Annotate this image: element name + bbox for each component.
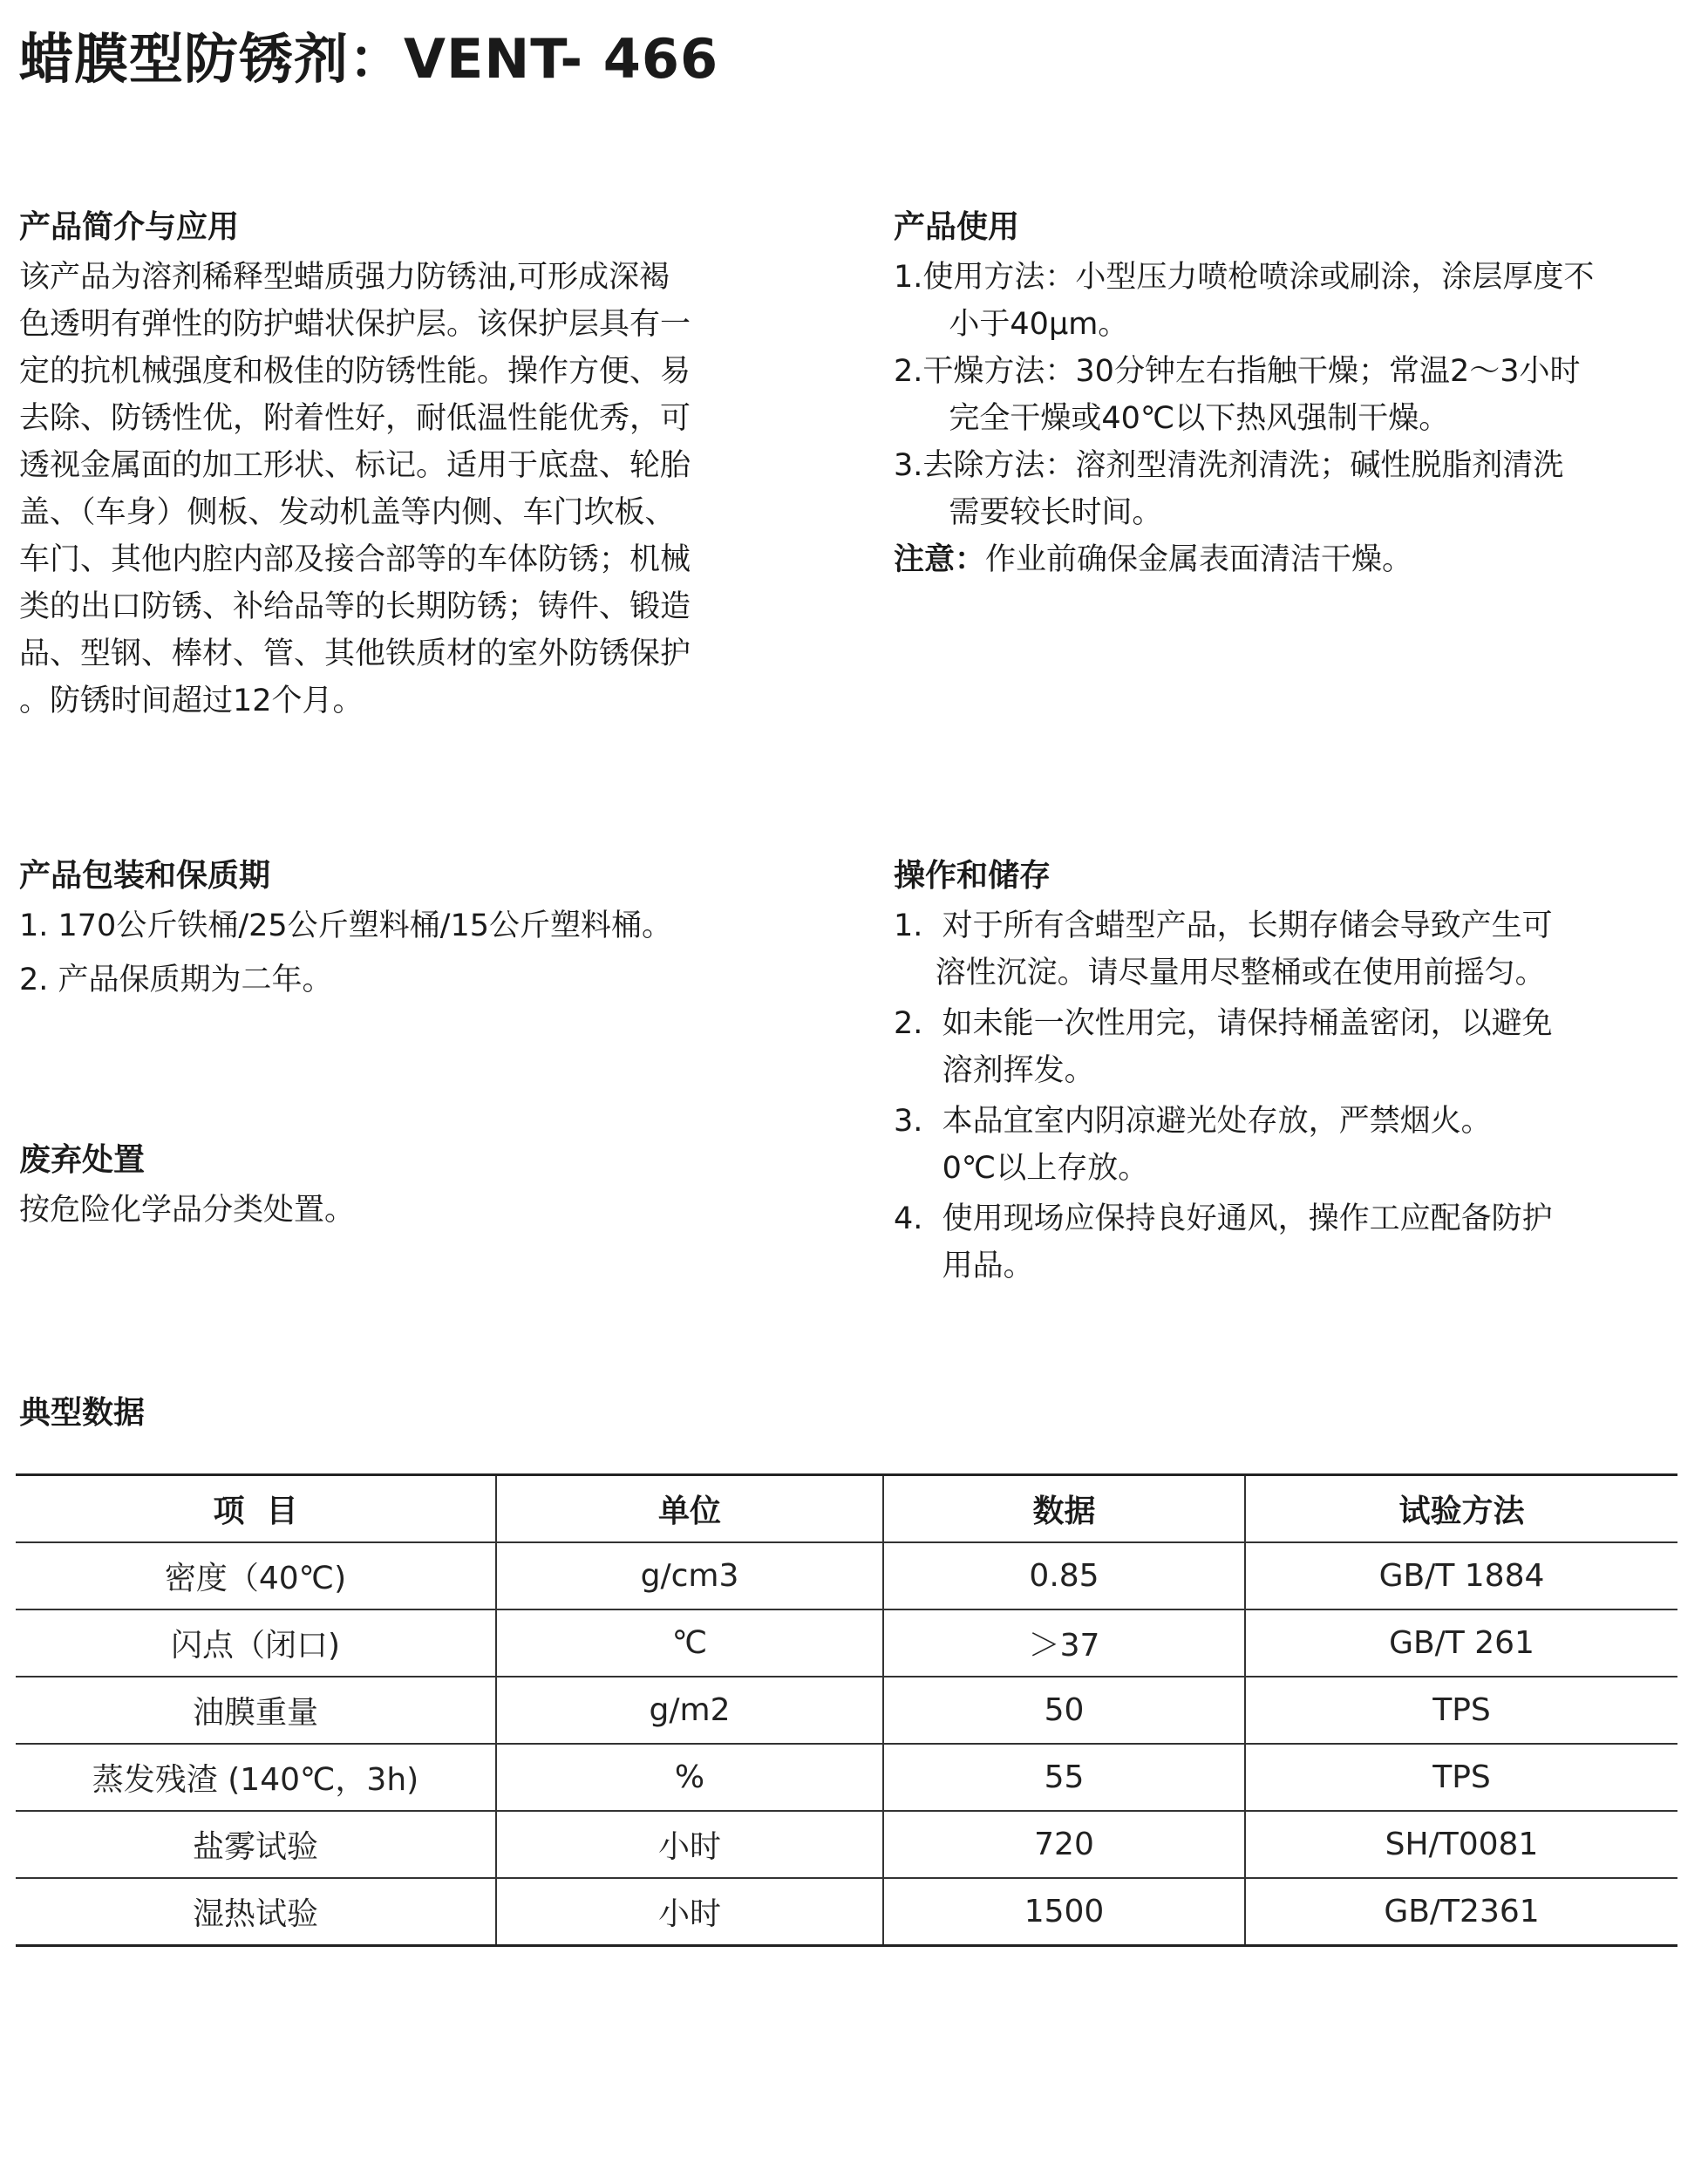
- storage-list: [894, 902, 1678, 1290]
- column-header-value: 数据: [883, 1475, 1245, 1543]
- storage-heading: 操作和储存: [894, 858, 1051, 894]
- list-item-number: 3.: [894, 1104, 942, 1139]
- table-cell: 0.85: [883, 1542, 1245, 1609]
- list-item-text: 完全干燥或40℃以下热风强制干燥。: [949, 401, 1450, 436]
- list-item-text: 溶剂挥发。: [942, 1053, 1095, 1088]
- table-row: [16, 1677, 1677, 1744]
- packaging-heading: 产品包装和保质期: [19, 858, 271, 894]
- packaging-section: [19, 851, 804, 1004]
- intro-line: 该产品为溶剂稀释型蜡质强力防锈油,可形成深褐: [19, 260, 670, 295]
- list-item-text: 需要较长时间。: [949, 495, 1163, 530]
- page-title: 蜡膜型防锈剂：VENT- 466: [19, 27, 719, 91]
- table-row: [16, 1811, 1677, 1878]
- usage-list: [894, 254, 1678, 536]
- list-item-text: 使用方法：小型压力喷枪喷涂或刷涂，涂层厚度不: [922, 260, 1595, 295]
- list-item-number: 2.: [894, 1006, 942, 1041]
- list-item-text: 0℃以上存放。: [942, 1151, 1149, 1186]
- list-item-text: 用品。: [942, 1249, 1034, 1283]
- column-header-item: 项 目: [16, 1475, 496, 1543]
- table-cell: 小时: [496, 1878, 883, 1946]
- table-cell: GB/T 1884: [1245, 1542, 1677, 1609]
- list-item: [894, 254, 1678, 348]
- table-cell: g/cm3: [496, 1542, 883, 1609]
- table-cell: %: [496, 1744, 883, 1811]
- table-row: [16, 1609, 1677, 1677]
- note-text: 作业前确保金属表面清洁干燥。: [985, 542, 1413, 577]
- list-item: [894, 442, 1678, 536]
- table-cell: g/m2: [496, 1677, 883, 1744]
- usage-section: [894, 202, 1678, 583]
- list-item: [894, 1195, 1678, 1290]
- list-item-number: 2.: [894, 354, 923, 389]
- list-item-number: 1.: [894, 908, 942, 943]
- intro-heading: 产品简介与应用: [19, 209, 240, 245]
- intro-line: 类的出口防锈、补给品等的长期防锈；铸件、锻造: [19, 589, 691, 624]
- intro-line: 色透明有弹性的防护蜡状保护层。该保护层具有一: [19, 307, 691, 342]
- list-item-number: 3.: [894, 448, 923, 483]
- table-row: [16, 1744, 1677, 1811]
- intro-line: 品、型钢、棒材、管、其他铁质材的室外防锈保护: [19, 636, 691, 671]
- table-cell: 小时: [496, 1811, 883, 1878]
- table-cell: 1500: [883, 1878, 1245, 1946]
- list-item-text: 小于40μm。: [949, 307, 1129, 342]
- table-cell: 盐雾试验: [16, 1811, 496, 1878]
- table-cell: ＞37: [883, 1609, 1245, 1677]
- list-item: 1. 170公斤铁桶/25公斤塑料桶/15公斤塑料桶。: [19, 908, 672, 943]
- table-cell: 55: [883, 1744, 1245, 1811]
- storage-section: [894, 851, 1678, 1290]
- table-cell: SH/T0081: [1245, 1811, 1677, 1878]
- disposal-section: [19, 1135, 804, 1234]
- list-item-number: 4.: [894, 1201, 942, 1236]
- typical-data-table: [16, 1473, 1677, 1947]
- intro-line: 定的抗机械强度和极佳的防锈性能。操作方便、易: [19, 354, 691, 389]
- list-item-text: 溶性沉淀。请尽量用尽整桶或在使用前摇匀。: [935, 956, 1546, 990]
- list-item-text: 如未能一次性用完，请保持桶盖密闭，以避免: [942, 1006, 1553, 1041]
- typical-heading: 典型数据: [19, 1395, 146, 1431]
- table-cell: GB/T2361: [1245, 1878, 1677, 1946]
- packaging-list: [19, 902, 804, 1004]
- list-item-text: 干燥方法：30分钟左右指触干燥；常温2～3小时: [922, 354, 1581, 389]
- table-cell: GB/T 261: [1245, 1609, 1677, 1677]
- table-row: [16, 1878, 1677, 1946]
- list-item: 2. 产品保质期为二年。: [19, 963, 333, 997]
- table-cell: TPS: [1245, 1744, 1677, 1811]
- usage-heading: 产品使用: [894, 209, 1020, 245]
- table-cell: ℃: [496, 1609, 883, 1677]
- table-cell: 湿热试验: [16, 1878, 496, 1946]
- intro-paragraph: [19, 254, 786, 725]
- list-item: [894, 902, 1678, 997]
- column-header-method: 试验方法: [1245, 1475, 1677, 1543]
- table-row: [16, 1542, 1677, 1609]
- disposal-heading: 废弃处置: [19, 1142, 146, 1178]
- intro-section: [19, 202, 786, 725]
- list-item-text: 对于所有含蜡型产品，长期存储会导致产生可: [942, 908, 1553, 943]
- intro-line: 透视金属面的加工形状、标记。适用于底盘、轮胎: [19, 448, 691, 483]
- intro-line: 。防锈时间超过12个月。: [19, 684, 364, 718]
- table-cell: 蒸发残渣 (140℃，3h): [16, 1744, 496, 1811]
- table-cell: TPS: [1245, 1677, 1677, 1744]
- table-header-row: [16, 1475, 1677, 1543]
- column-header-unit: 单位: [496, 1475, 883, 1543]
- list-item-text: 本品宜室内阴凉避光处存放，严禁烟火。: [942, 1104, 1492, 1139]
- table-cell: 50: [883, 1677, 1245, 1744]
- table-cell: 闪点（闭口): [16, 1609, 496, 1677]
- intro-line: 去除、防锈性优，附着性好，耐低温性能优秀，可: [19, 401, 691, 436]
- typical-section: [19, 1388, 145, 1439]
- usage-note: [894, 536, 1678, 583]
- list-item-text: 使用现场应保持良好通风，操作工应配备防护: [942, 1201, 1553, 1236]
- list-item: [894, 1098, 1678, 1192]
- list-item: [894, 1000, 1678, 1094]
- note-label: 注意：: [894, 542, 986, 577]
- table-cell: 油膜重量: [16, 1677, 496, 1744]
- list-item-text: 去除方法：溶剂型清洗剂清洗；碱性脱脂剂清洗: [922, 448, 1564, 483]
- intro-line: 车门、其他内腔内部及接合部等的车体防锈；机械: [19, 542, 691, 577]
- intro-line: 盖、（车身）侧板、发动机盖等内侧、车门坎板、: [19, 495, 676, 530]
- table-cell: 密度（40℃): [16, 1542, 496, 1609]
- list-item: [894, 348, 1678, 442]
- table-cell: 720: [883, 1811, 1245, 1878]
- list-item-number: 1.: [894, 260, 923, 295]
- disposal-text: 按危险化学品分类处置。: [19, 1193, 356, 1228]
